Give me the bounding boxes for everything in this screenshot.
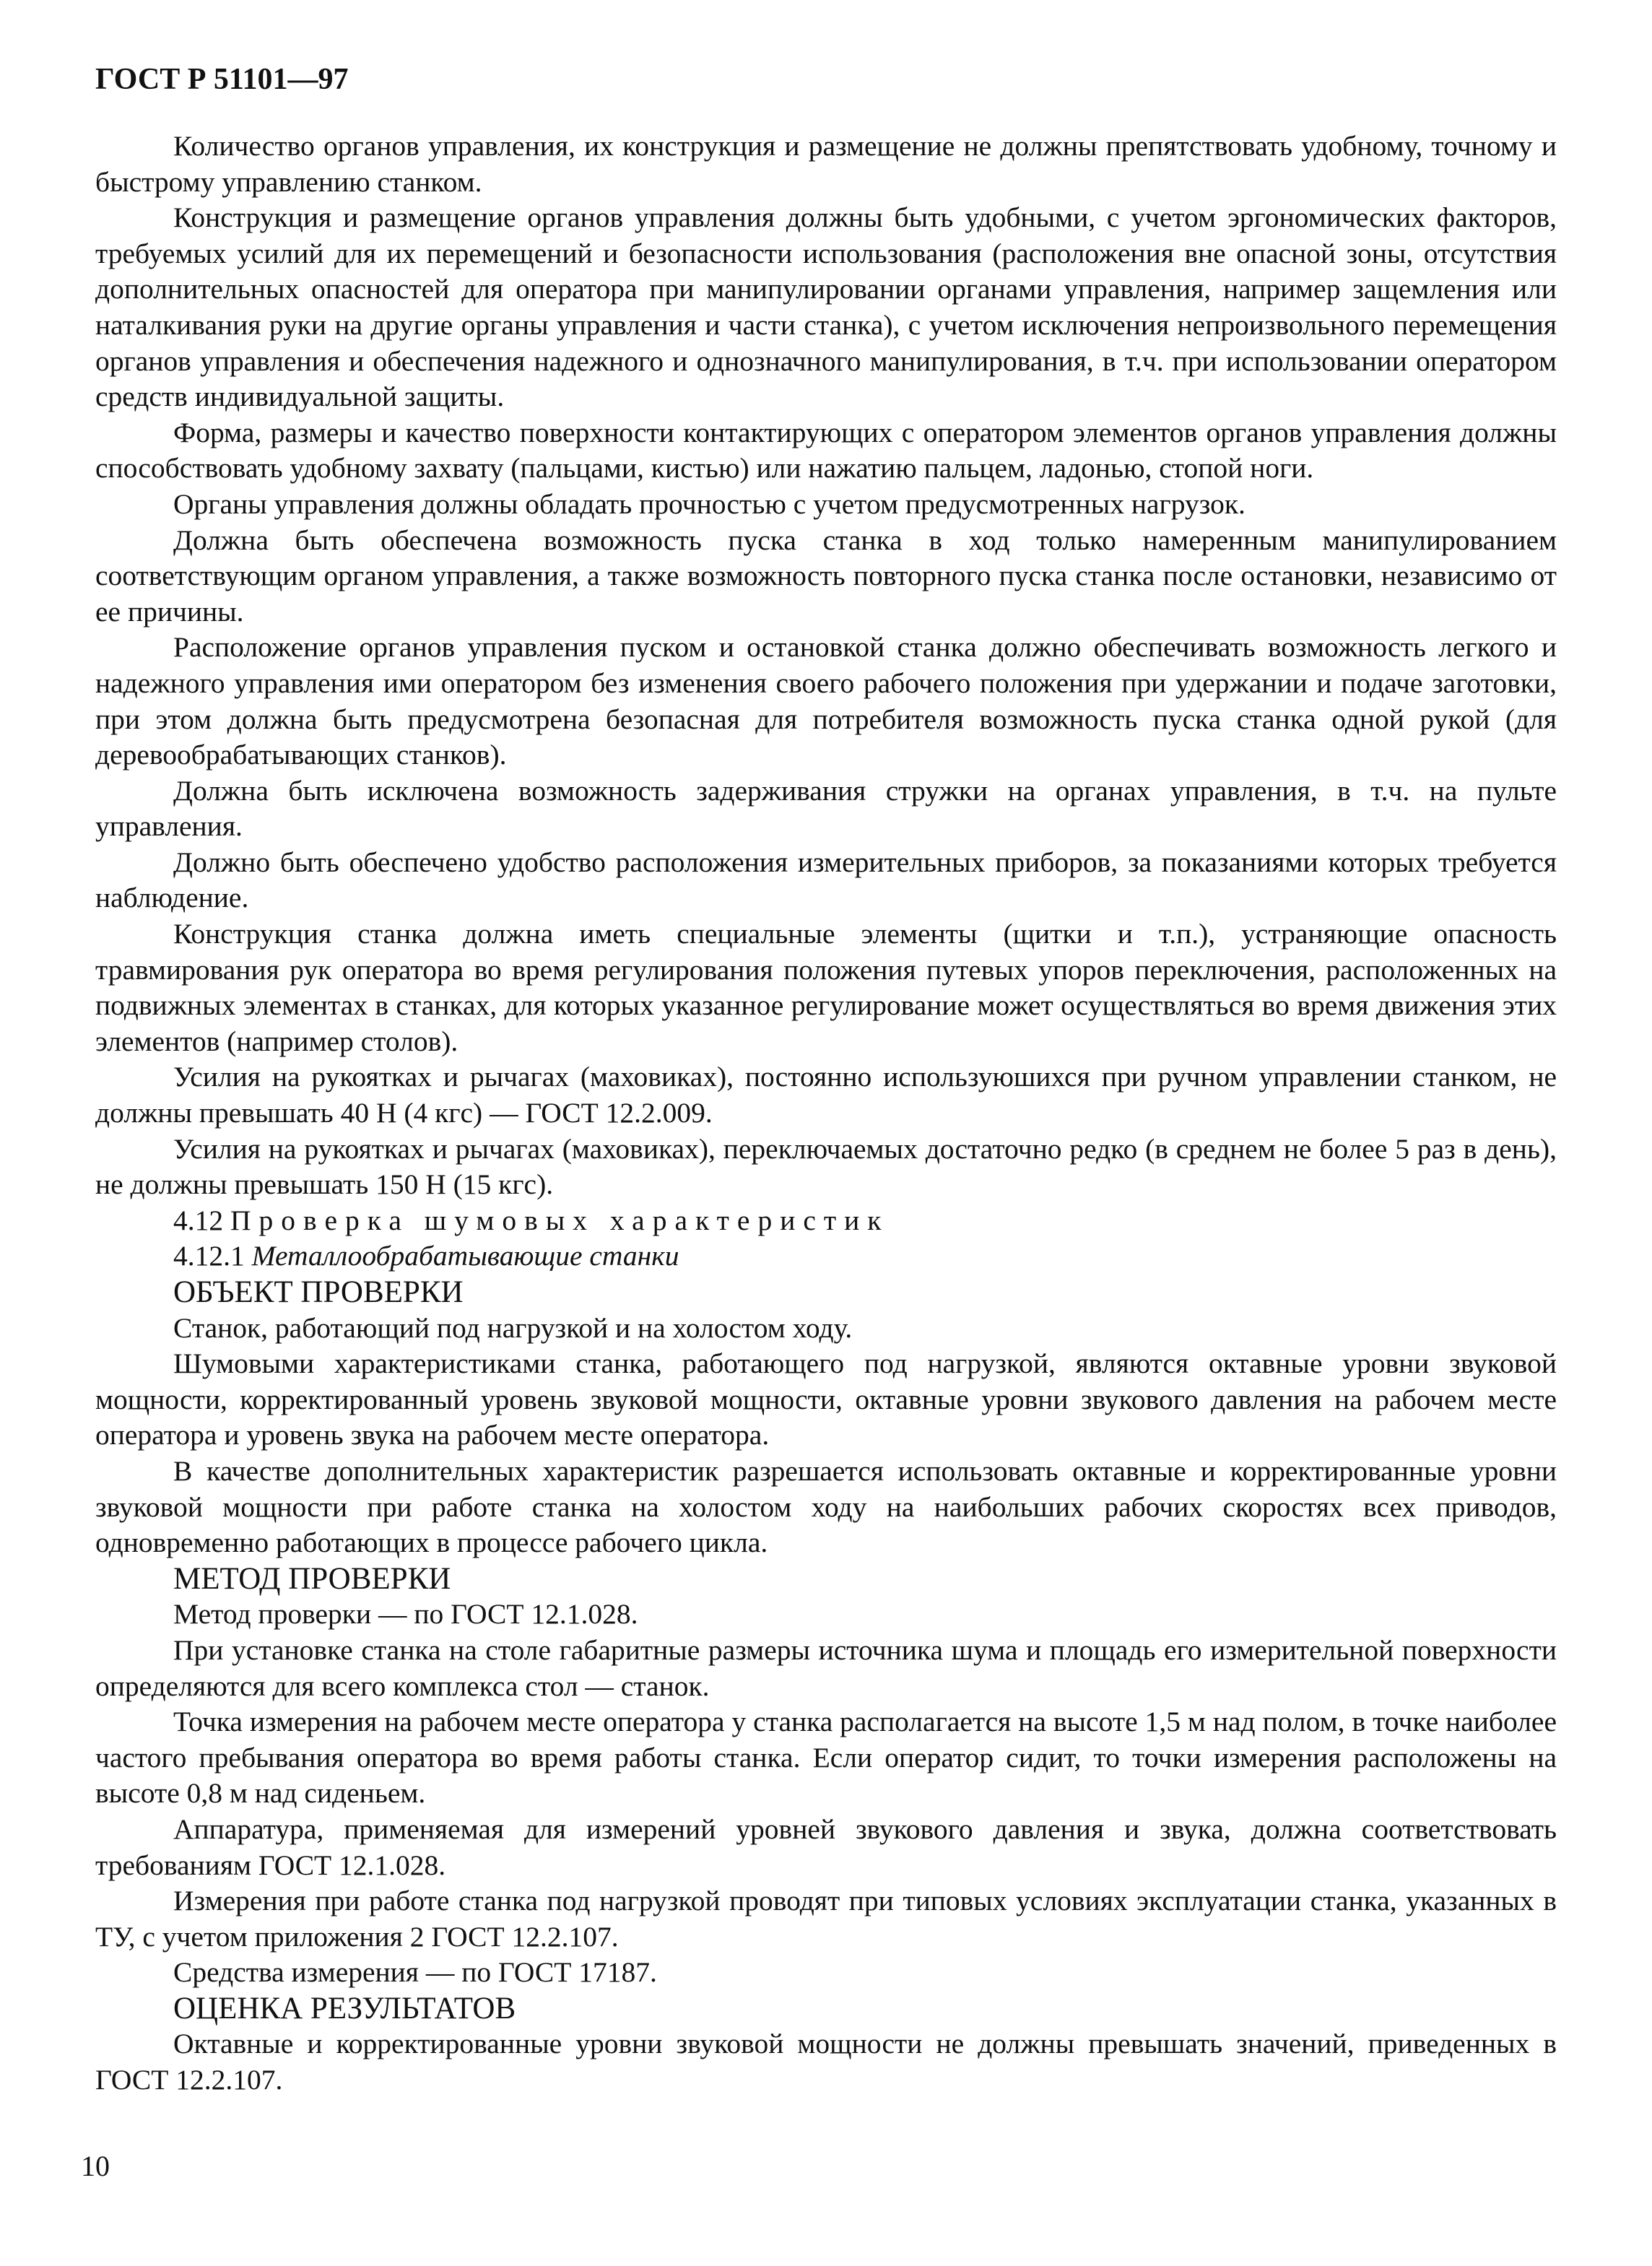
paragraph: Должно быть обеспечено удобство расположения измерительных приборов, за показаниями которых требуется наблюдение.: [95, 846, 1557, 914]
paragraph: Должна быть обеспечена возможность пуска станка в ход только намеренным манипулированием соответствующим органом управления, а также возможность повторного пуска станка после остановки, независимо от ее причины.: [95, 524, 1557, 628]
paragraph: Расположение органов управления пуском и остановкой станка должно обеспечивать возможность легкого и надежного управления ими оператором без изменения своего рабочего положения при удержании и подаче заготовки, при этом должна быть предусмотрена безопасная для потребителя возможность пуска станка одной рукой (для деревообрабатывающих станков).: [95, 631, 1557, 771]
paragraph: Измерения при работе станка под нагрузкой проводят при типовых условиях эксплуатации станка, указанных в ТУ, с учетом приложения 2 ГОСТ 12.2.107.: [95, 1885, 1557, 1953]
paragraph: В качестве дополнительных характеристик разрешается использовать октавные и корректированные уровни звуковой мощности при работе станка на холостом ходу на наибольших рабочих скоростях всех приводов, одновременно работающих в процессе рабочего цикла.: [95, 1454, 1557, 1559]
paragraph: Органы управления должны обладать прочностью с учетом предусмотренных нагрузок.: [173, 487, 1245, 520]
paragraph: Станок, работающий под нагрузкой и на холостом ходу.: [173, 1311, 853, 1344]
paragraph: Количество органов управления, их конструкция и размещение не должны препятствовать удобному, точному и быстрому управлению станком.: [95, 130, 1557, 198]
subsection-number: 4.12.1: [173, 1240, 245, 1272]
document-header: ГОСТ Р 51101—97: [95, 63, 349, 96]
paragraph: Конструкция станка должна иметь специальные элементы (щитки и т.п.), устраняющие опасность травмирования рук оператора во время регулирования положения путевых упоров переключения, расположенных на подвижных элементах в станках, для которых указанное регулирование может осуществляться во время движения этих элементов (например столов).: [95, 918, 1557, 1057]
paragraph: Точка измерения на рабочем месте оператора у станка располагается на высоте 1,5 м над полом, в точке наиболее частого пребывания оператора во время работы станка. Если оператор сидит, то точки измерения расположены на высоте 0,8 м над сиденьем.: [95, 1706, 1557, 1810]
paragraph: Усилия на рукоятках и рычагах (маховиках), переключаемых достаточно редко (в среднем не более 5 раз в день), не должны превышать 150 Н (15 кгс).: [95, 1132, 1557, 1201]
paragraph: При установке станка на столе габаритные размеры источника шума и площадь его измерительной поверхности определяются для всего комплекса стол — станок.: [95, 1633, 1557, 1702]
subsection-title: Металлообрабатывающие станки: [251, 1240, 679, 1272]
paragraph: Шумовыми характеристиками станка, работающего под нагрузкой, являются октавные уровни звуковой мощности, корректированный уровень звуковой мощности, октавные уровни звукового давления на рабочем месте оператора и уровень звука на рабочем месте оператора.: [95, 1347, 1557, 1451]
paragraph: Усилия на рукоятках и рычагах (маховиках), постоянно используюшихся при ручном управлении станком, не должны превышать 40 Н (4 кгс) — ГОСТ 12.2.009.: [95, 1061, 1557, 1129]
paragraph: Средства измерения — по ГОСТ 17187.: [173, 1956, 657, 1989]
object-heading: ОБЪЕКТ ПРОВЕРКИ: [173, 1275, 464, 1309]
paragraph: Конструкция и размещение органов управления должны быть удобными, с учетом эргономических факторов, требуемых усилий для их перемещений и безопасности использования (расположения вне опасной зоны, отсутствия дополнительных опасностей для оператора при манипулировании органами управления, например защемления или наталкивания руки на другие органы управления и части станка), с учетом исключения непроизвольного перемещения органов управления и обеспечения надежного и однозначного манипулирования, в т.ч. при использовании оператором средств индивидуальной защиты.: [95, 201, 1557, 413]
paragraph: Октавные и корректированные уровни звуковой мощности не должны превышать значений, приведенных в ГОСТ 12.2.107.: [95, 2028, 1557, 2096]
page-body: [95, 129, 1557, 2098]
method-heading: МЕТОД ПРОВЕРКИ: [173, 1561, 451, 1596]
paragraph: Должна быть исключена возможность задерживания стружки на органах управления, в т.ч. на пульте управления.: [95, 774, 1557, 843]
section-4-12-heading: [95, 1203, 1557, 1239]
section-4-12-1-heading: [95, 1238, 1557, 1275]
paragraph: Форма, размеры и качество поверхности контактирующих с оператором элементов органов управления должны способствовать удобному захвату (пальцами, кистью) или нажатию пальцем, ладонью, стопой ноги.: [95, 416, 1557, 485]
section-number: 4.12: [173, 1204, 224, 1236]
section-title: Проверка шумовых характеристик: [230, 1204, 890, 1236]
paragraph: Аппаратура, применяемая для измерений уровней звукового давления и звука, должна соответствовать требованиям ГОСТ 12.1.028.: [95, 1813, 1557, 1881]
page-number: 10: [81, 2150, 110, 2182]
results-heading: ОЦЕНКА РЕЗУЛЬТАТОВ: [173, 1991, 516, 2026]
paragraph: Метод проверки — по ГОСТ 12.1.028.: [173, 1598, 638, 1631]
